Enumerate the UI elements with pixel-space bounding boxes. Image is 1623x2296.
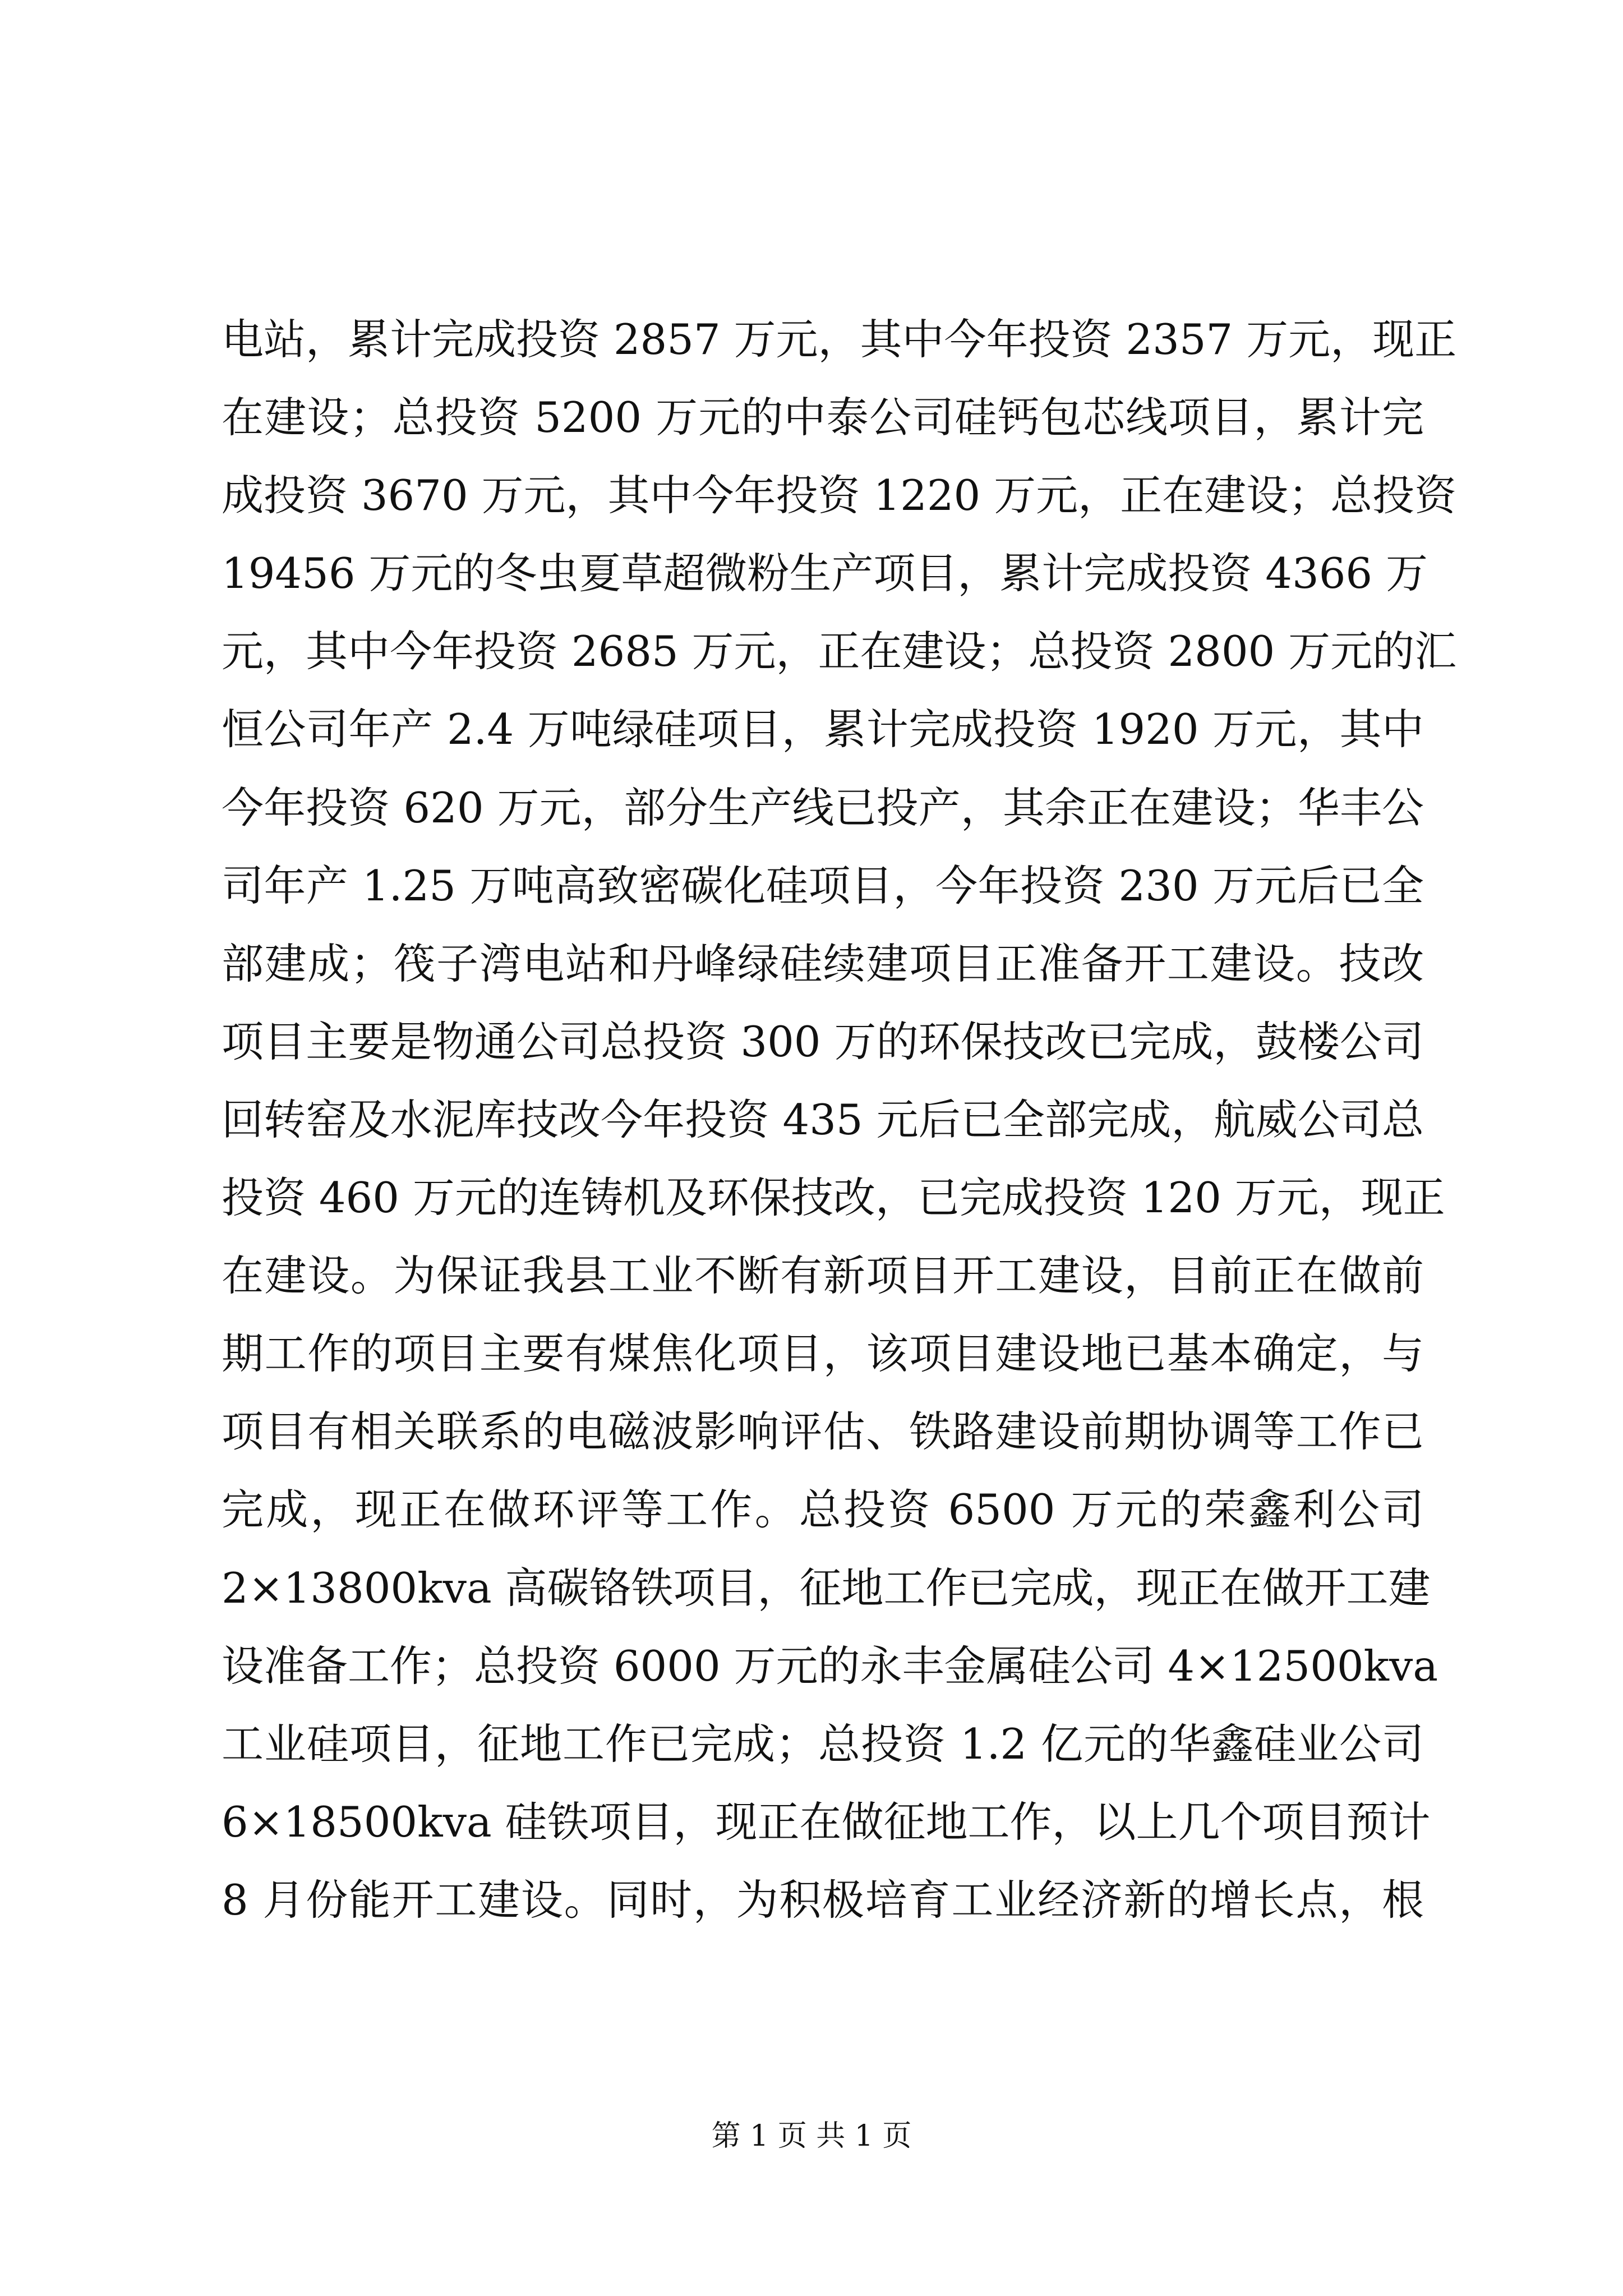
page-footer: 第 1 页 共 1 页 <box>711 2119 912 2153</box>
text-line: 回转窑及水泥库技改今年投资 435 元后已全部完成，航威公司总 <box>222 1094 1424 1144</box>
text-line: 投资 460 万元的连铸机及环保技改，已完成投资 120 万元，现正 <box>222 1173 1445 1223</box>
text-line: 在建设；总投资 5200 万元的中泰公司硅钙包芯线项目，累计完 <box>222 393 1424 443</box>
text-line: 完成，现正在做环评等工作。总投资 6500 万元的荣鑫利公司 <box>222 1485 1424 1535</box>
text-line: 工业硅项目，征地工作已完成；总投资 1.2 亿元的华鑫硅业公司 <box>222 1719 1424 1769</box>
text-line: 恒公司年产 2.4 万吨绿硅项目，累计完成投资 1920 万元，其中 <box>222 705 1424 754</box>
text-line: 元，其中今年投资 2685 万元，正在建设；总投资 2800 万元的汇 <box>222 627 1457 677</box>
text-line: 司年产 1.25 万吨高致密碳化硅项目，今年投资 230 万元后已全 <box>222 861 1424 910</box>
text-line: 项目有相关联系的电磁波影响评估、铁路建设前期协调等工作已 <box>222 1407 1424 1457</box>
text-line: 项目主要是物通公司总投资 300 万的环保技改已完成，鼓楼公司 <box>222 1016 1424 1066</box>
text-line: 2×13800kva 高碳铬铁项目，征地工作已完成，现正在做开工建 <box>222 1563 1431 1613</box>
text-line: 在建设。为保证我县工业不断有新项目开工建设，目前正在做前 <box>222 1251 1424 1301</box>
text-line: 19456 万元的冬虫夏草超微粉生产项目，累计完成投资 4366 万 <box>222 549 1428 599</box>
text-line: 期工作的项目主要有煤焦化项目，该项目建设地已基本确定，与 <box>222 1329 1424 1379</box>
text-line: 6×18500kva 硅铁项目，现正在做征地工作，以上几个项目预计 <box>222 1797 1431 1847</box>
text-line: 部建成；筏子湾电站和丹峰绿硅续建项目正准备开工建设。技改 <box>222 938 1424 988</box>
body-text <box>222 301 1457 1939</box>
text-line: 8 月份能开工建设。同时，为积极培育工业经济新的增长点，根 <box>222 1875 1424 1925</box>
text-line: 电站，累计完成投资 2857 万元，其中今年投资 2357 万元，现正 <box>222 315 1457 364</box>
text-line: 成投资 3670 万元，其中今年投资 1220 万元，正在建设；总投资 <box>222 471 1457 521</box>
text-line: 设准备工作；总投资 6000 万元的永丰金属硅公司 4×12500kva <box>222 1641 1438 1691</box>
text-line: 今年投资 620 万元，部分生产线已投产，其余正在建设；华丰公 <box>222 783 1424 832</box>
